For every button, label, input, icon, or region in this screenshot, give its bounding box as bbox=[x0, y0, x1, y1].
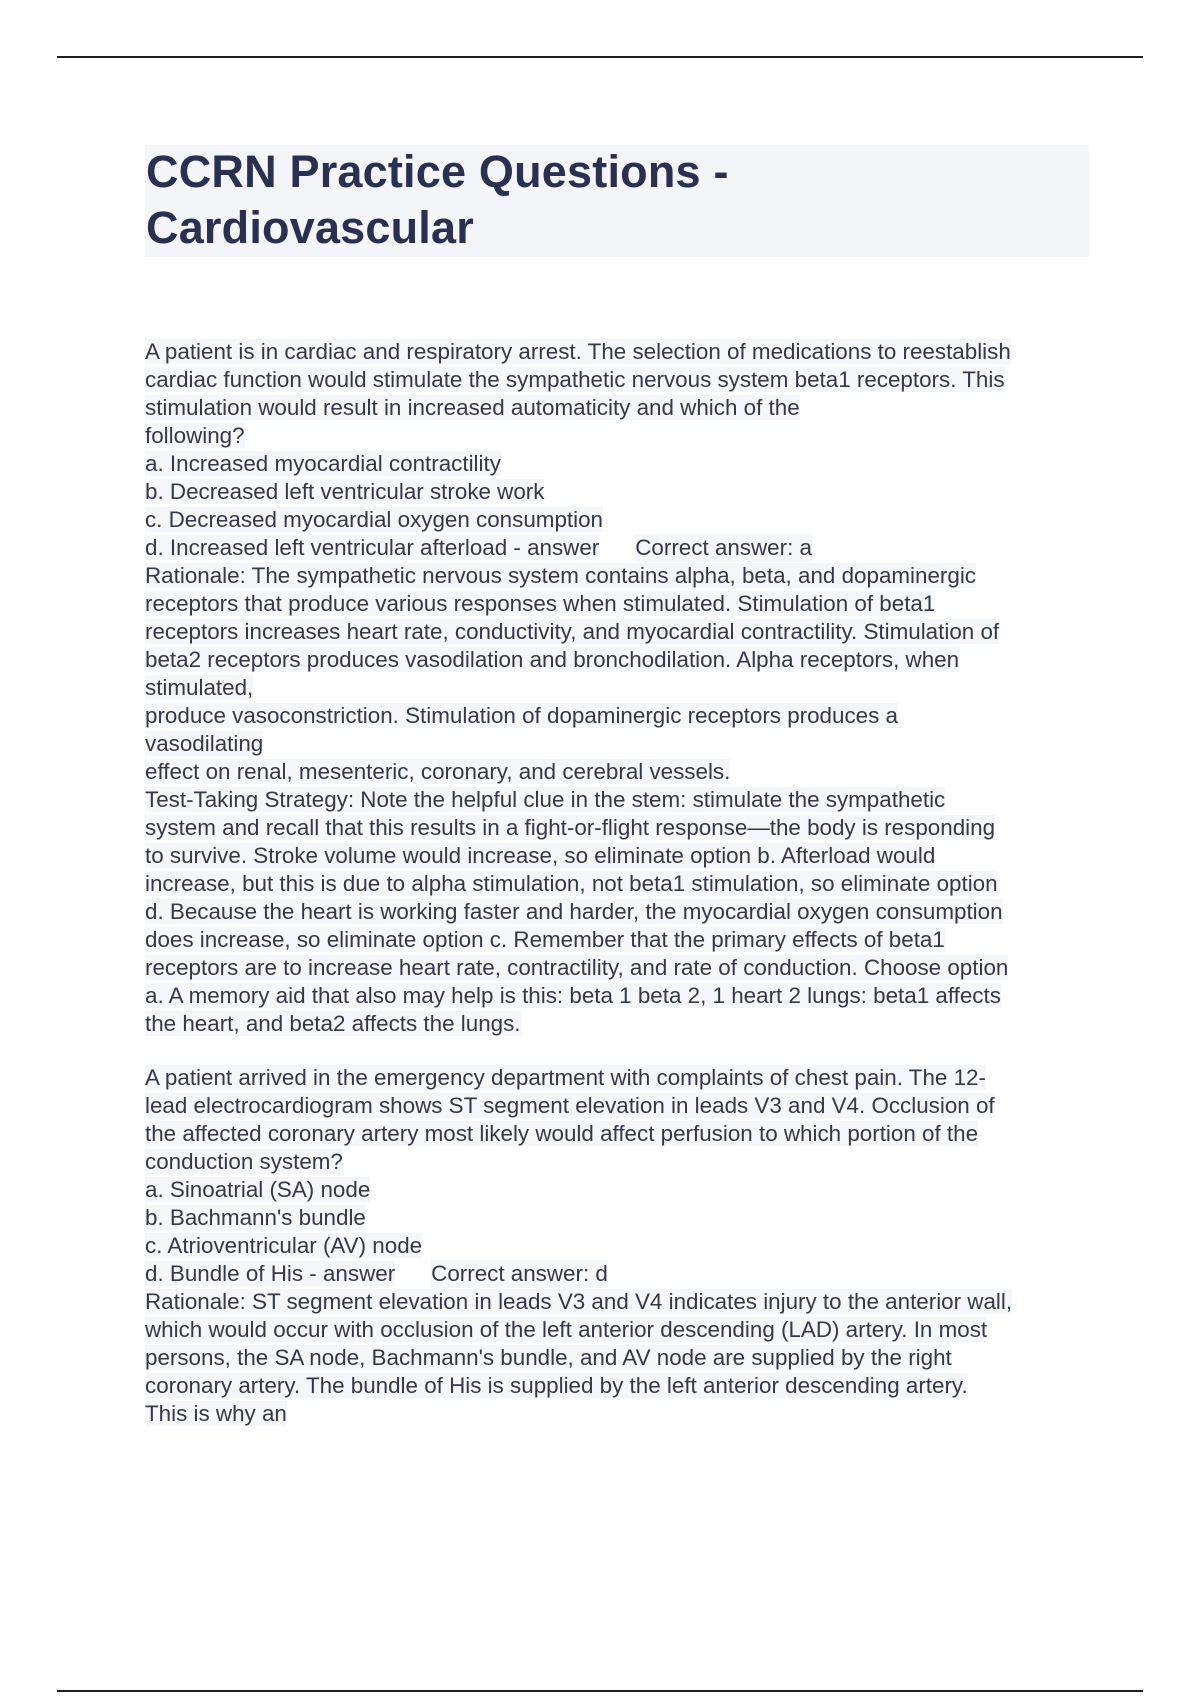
question-stem-line: stimulation would result in increased automaticity and which of the bbox=[145, 395, 800, 420]
title-line-2: Cardiovascular bbox=[146, 202, 474, 253]
strategy-line: Test-Taking Strategy: Note the helpful clue in the stem: stimulate the sympathetic bbox=[145, 787, 946, 812]
rationale-line: vasodilating bbox=[145, 731, 264, 756]
strategy-line: receptors are to increase heart rate, contractility, and rate of conduction. Choose option bbox=[145, 955, 1009, 980]
rationale-line: produce vasoconstriction. Stimulation of dopaminergic receptors produces a bbox=[145, 703, 898, 728]
question-stem-line: the affected coronary artery most likely would affect perfusion to which portion of the bbox=[145, 1121, 979, 1146]
rationale-line: beta2 receptors produces vasodilation and bronchodilation. Alpha receptors, when bbox=[145, 647, 960, 672]
rationale-line: stimulated, bbox=[145, 675, 254, 700]
question-2 bbox=[145, 1064, 1093, 1428]
rationale-line: coronary artery. The bundle of His is supplied by the left anterior descending artery. bbox=[145, 1373, 968, 1398]
correct-answer: Correct answer: a bbox=[635, 535, 812, 560]
strategy-line: a. A memory aid that also may help is this: beta 1 beta 2, 1 heart 2 lungs: beta1 affects bbox=[145, 983, 1001, 1008]
page-title bbox=[146, 144, 1086, 256]
strategy-line: does increase, so eliminate option c. Remember that the primary effects of beta1 bbox=[145, 927, 945, 952]
answer-option-with-correct: d. Bundle of His - answer Correct answer: d bbox=[145, 1261, 608, 1286]
question-stem-line: following? bbox=[145, 423, 245, 448]
strategy-line: d. Because the heart is working faster and harder, the myocardial oxygen consumption bbox=[145, 899, 1003, 924]
strategy-line: to survive. Stroke volume would increase, so eliminate option b. Afterload would bbox=[145, 843, 936, 868]
rationale-line: receptors that produce various responses when stimulated. Stimulation of beta1 bbox=[145, 591, 936, 616]
rationale-line: Rationale: The sympathetic nervous system contains alpha, beta, and dopaminergic bbox=[145, 563, 977, 588]
document-body bbox=[145, 338, 1093, 1428]
question-stem-line: conduction system? bbox=[145, 1149, 343, 1174]
bottom-rule bbox=[57, 1690, 1143, 1692]
question-stem-line: lead electrocardiogram shows ST segment elevation in leads V3 and V4. Occlusion of bbox=[145, 1093, 995, 1118]
strategy-line: system and recall that this results in a fight-or-flight response—the body is responding bbox=[145, 815, 996, 840]
rationale-line: effect on renal, mesenteric, coronary, and cerebral vessels. bbox=[145, 759, 731, 784]
answer-option: b. Decreased left ventricular stroke work bbox=[145, 479, 545, 504]
rationale-line: receptors increases heart rate, conductivity, and myocardial contractility. Stimulation of bbox=[145, 619, 1000, 644]
answer-option: c. Atrioventricular (AV) node bbox=[145, 1233, 423, 1258]
top-rule bbox=[57, 56, 1143, 58]
rationale-line: This is why an bbox=[145, 1401, 287, 1426]
question-1 bbox=[145, 338, 1093, 1038]
answer-option-with-correct: d. Increased left ventricular afterload - answer Correct answer: a bbox=[145, 535, 812, 560]
question-stem-line: cardiac function would stimulate the sympathetic nervous system beta1 receptors. This bbox=[145, 367, 1005, 392]
rationale-line: Rationale: ST segment elevation in leads V3 and V4 indicates injury to the anterior wall, bbox=[145, 1289, 1013, 1314]
title-line-1: CCRN Practice Questions - bbox=[146, 146, 729, 197]
question-stem-line: A patient arrived in the emergency department with complaints of chest pain. The 12- bbox=[145, 1065, 986, 1090]
strategy-line: increase, but this is due to alpha stimulation, not beta1 stimulation, so eliminate option bbox=[145, 871, 998, 896]
correct-answer: Correct answer: d bbox=[431, 1261, 608, 1286]
rationale-line: persons, the SA node, Bachmann's bundle, and AV node are supplied by the right bbox=[145, 1345, 952, 1370]
answer-option: c. Decreased myocardial oxygen consumption bbox=[145, 507, 603, 532]
section-gap bbox=[145, 1038, 1093, 1064]
answer-option: a. Sinoatrial (SA) node bbox=[145, 1177, 371, 1202]
question-stem-line: A patient is in cardiac and respiratory arrest. The selection of medications to reestablish bbox=[145, 339, 1011, 364]
answer-option: a. Increased myocardial contractility bbox=[145, 451, 501, 476]
rationale-line: which would occur with occlusion of the left anterior descending (LAD) artery. In most bbox=[145, 1317, 988, 1342]
answer-option: b. Bachmann's bundle bbox=[145, 1205, 366, 1230]
strategy-line: the heart, and beta2 affects the lungs. bbox=[145, 1011, 521, 1036]
